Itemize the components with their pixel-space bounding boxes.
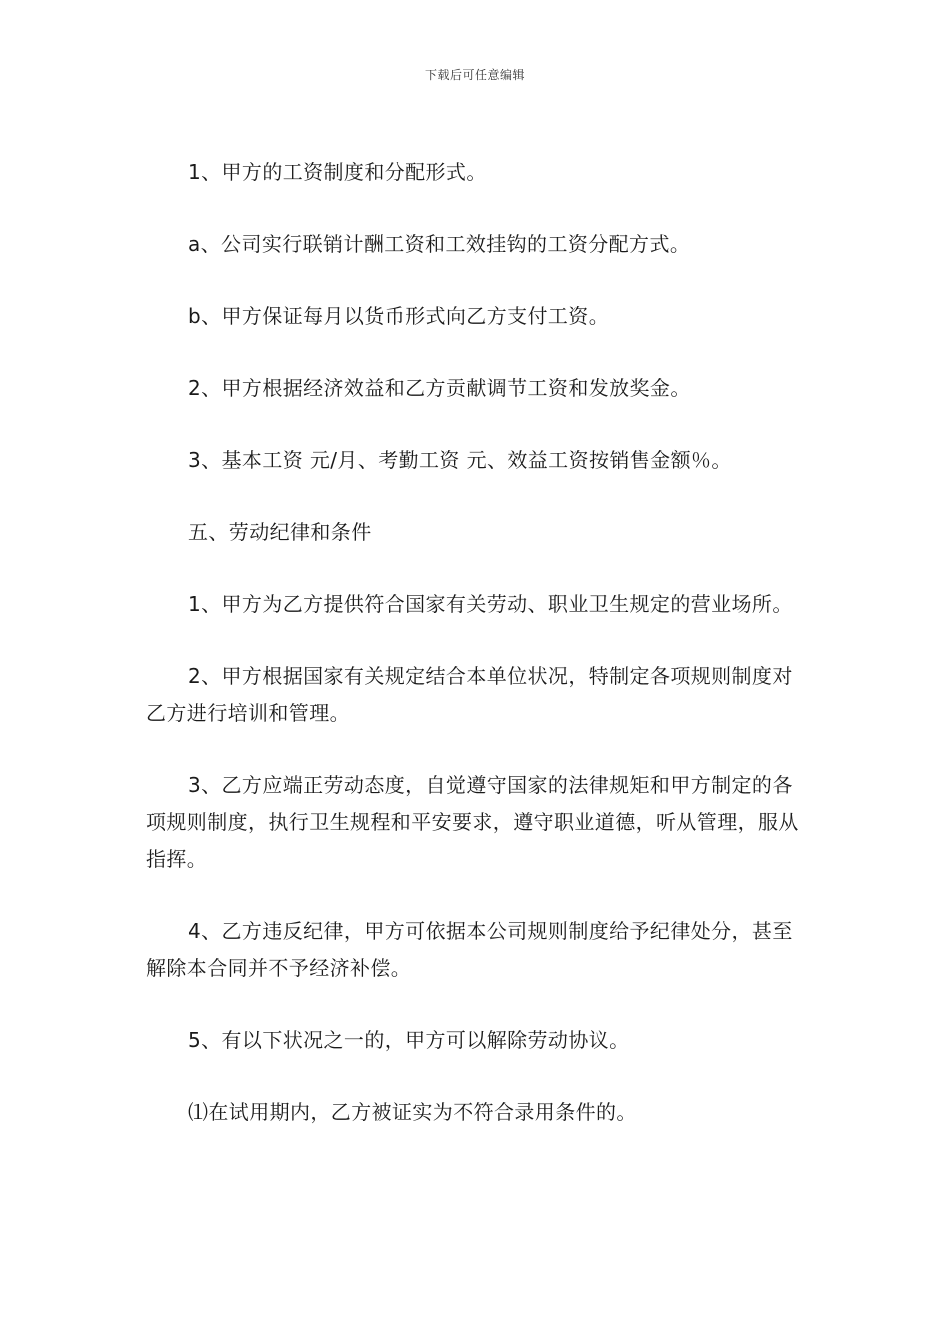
- paragraph-discipline-2: 2、甲方根据国家有关规定结合本单位状况，特制定各项规则制度对乙方进行培训和管理。: [146, 664, 793, 725]
- paragraph-discipline-3: 3、乙方应端正劳动态度，自觉遵守国家的法律规矩和甲方制定的各项规则制度，执行卫生规程和平安要求，遵守职业道德，听从管理，服从指挥。: [146, 773, 799, 871]
- paragraph-basic-wage: 3、基本工资 元/月、考勤工资 元、效益工资按销售金额％。: [188, 448, 732, 472]
- paragraph-discipline-1: 1、甲方为乙方提供符合国家有关劳动、职业卫生规定的营业场所。: [188, 592, 793, 616]
- document-body: [146, 154, 810, 1166]
- paragraph-wage-a: a、公司实行联销计酬工资和工效挂钩的工资分配方式。: [188, 232, 691, 256]
- paragraph-discipline-4: 4、乙方违反纪律，甲方可依据本公司规则制度给予纪律处分，甚至解除本合同并不予经济补偿。: [146, 919, 793, 980]
- paragraph-wage-adjust: 2、甲方根据经济效益和乙方贡献调节工资和发放奖金。: [188, 376, 691, 400]
- section-heading-labor-discipline: 五、劳动纪律和条件: [188, 520, 372, 544]
- paragraph-wage-b: b、甲方保证每月以货币形式向乙方支付工资。: [188, 304, 610, 328]
- header-note: 下载后可任意编辑: [424, 68, 525, 82]
- paragraph-probation: ⑴在试用期内，乙方被证实为不符合录用条件的。: [188, 1100, 637, 1124]
- paragraph-discipline-5: 5、有以下状况之一的，甲方可以解除劳动协议。: [188, 1028, 630, 1052]
- paragraph-wage-system: 1、甲方的工资制度和分配形式。: [188, 160, 487, 184]
